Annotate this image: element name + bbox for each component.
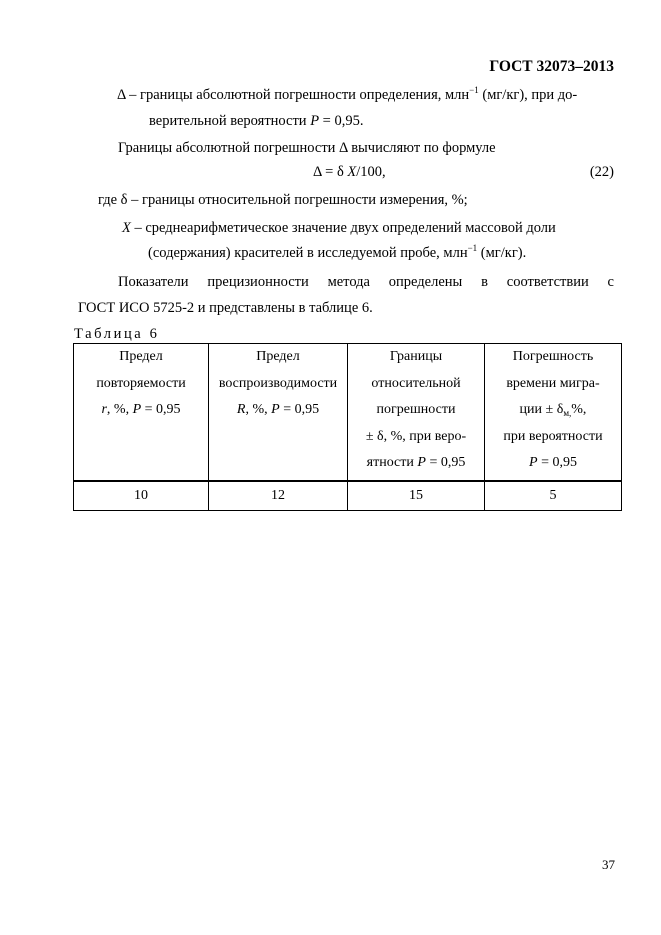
header-line [348, 450, 484, 477]
x-definition-line-1 [122, 220, 556, 237]
formula-number: (22) [589, 164, 614, 180]
table-header-row [74, 344, 622, 482]
text: %, [571, 402, 587, 417]
variable: R [236, 402, 246, 417]
header-line: относительной [371, 375, 461, 391]
text: = 0,95 [141, 402, 181, 417]
table-caption: Таблица 6 [74, 326, 160, 342]
text: (мг/кг), при до- [478, 87, 578, 103]
header-line: погрешности [376, 402, 456, 417]
superscript: −1 [469, 85, 479, 95]
header-line: Предел [119, 349, 163, 364]
paragraph-precision-line-1: Показатели прецизионности метода определены в соответствии с [118, 274, 614, 290]
text: Δ = δ [313, 164, 348, 180]
variable: X [347, 164, 357, 180]
header-cell-reproducibility [209, 344, 348, 482]
header-line: Границы [389, 349, 443, 364]
text: = 0,95 [279, 402, 320, 417]
header-line [485, 450, 621, 477]
text: – среднеарифметическое значение двух определений массовой доли [130, 220, 556, 236]
header-cell-repeatability [74, 344, 209, 482]
standard-number: ГОСТ 32073–2013 [489, 58, 614, 75]
page-number: 37 [602, 857, 615, 872]
text: /100, [356, 164, 386, 180]
table-row [74, 481, 622, 511]
header-line: воспроизводимости [218, 375, 338, 391]
header-line [485, 397, 621, 424]
variable: P [271, 402, 280, 417]
variable: P [310, 113, 320, 129]
text: = 0,95. [319, 113, 364, 129]
formula [313, 164, 386, 181]
text: , %, [245, 402, 272, 417]
text: ции ± δ [519, 402, 564, 417]
superscript: −1 [467, 243, 478, 253]
variable: P [417, 455, 426, 470]
text: ятности [366, 455, 418, 470]
text: = 0,95 [537, 455, 577, 470]
text: (содержания) красителей в исследуемой пробе, млн [148, 245, 468, 261]
variable: P [132, 402, 142, 417]
header-line [74, 397, 208, 424]
text: (мг/кг). [477, 245, 527, 261]
value-cell-reproducibility: 12 [209, 481, 348, 511]
header-line: ± δ, %, при веро- [365, 428, 467, 444]
header-line: времени мигра- [506, 375, 600, 391]
header-cell-migration-time-error [485, 344, 622, 482]
header-line: Предел [256, 349, 300, 364]
header-line: Погрешность [512, 349, 594, 364]
subscript: м, [563, 408, 572, 418]
x-definition-line-2 [148, 245, 526, 262]
header-line: повторяемости [96, 375, 186, 391]
variable: X [122, 220, 131, 236]
variable: r [101, 402, 107, 417]
text: = 0,95 [425, 455, 466, 470]
paragraph-formula-intro: Границы абсолютной погрешности Δ вычисляют по формуле [118, 140, 496, 156]
precision-table [73, 343, 622, 511]
value-cell-migration-time-error: 5 [485, 481, 622, 511]
text: верительной вероятности [149, 113, 311, 129]
header-line [209, 397, 347, 424]
header-cell-relative-error [348, 344, 485, 482]
text: , %, [106, 402, 133, 417]
value-cell-repeatability: 10 [74, 481, 209, 511]
delta-definition-line-1 [117, 87, 577, 104]
header-line: при вероятности [503, 428, 603, 444]
paragraph-precision-line-2: ГОСТ ИСО 5725-2 и представлены в таблице 6. [78, 300, 373, 316]
delta-definition-line-2 [149, 113, 363, 130]
text: Δ – границы абсолютной погрешности определения, млн [117, 87, 470, 103]
delta-small-definition: где δ – границы относительной погрешности измерения, %; [98, 192, 468, 208]
value-cell-relative-error: 15 [348, 481, 485, 511]
variable: P [529, 455, 538, 470]
